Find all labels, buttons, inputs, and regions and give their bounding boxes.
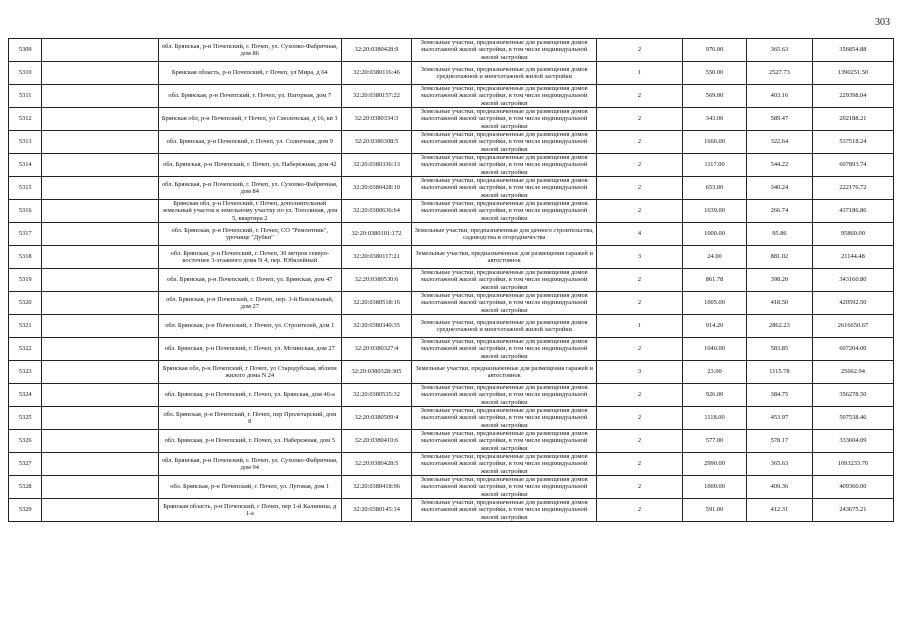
cadastral-number-cell: 32:20:0380509:4: [341, 407, 412, 430]
land-use-cell: Земельные участки, предназначенные для размещения домов среднеэтажной и многоэтажной жилой застройки: [412, 62, 597, 85]
table-row: [9, 292, 894, 315]
address-cell: Брянская область, р-н Почепский, г Почеп, ул Мира, д 64: [159, 62, 341, 85]
row-id-cell: 5326: [9, 430, 42, 453]
table-row: [9, 407, 894, 430]
cadastral-cost-cell: 356278.50: [812, 384, 893, 407]
area-cell: 550.00: [683, 62, 747, 85]
land-use-cell: Земельные участки, предназначенные для размещения домов малоэтажной жилой застройки, в том числе индивидуальной жилой застройки: [412, 292, 597, 315]
address-cell: обл. Брянская, р-н Почепский, г. Почеп, 30 метров северо-восточнее 3-этажного дома N 4, пер. Юбилейный: [159, 246, 341, 269]
area-cell: 343.00: [683, 108, 747, 131]
category-cell: 2: [596, 108, 682, 131]
cadastral-number-cell: 32:20:0380428:9: [341, 39, 412, 62]
row-id-cell: 5313: [9, 131, 42, 154]
cadastral-cost-cell: 343160.80: [812, 269, 893, 292]
land-use-cell: Земельные участки, предназначенные для дачного строительства, садоводства и огородничества: [412, 223, 597, 246]
empty-cell: [42, 108, 159, 131]
category-cell: 2: [596, 154, 682, 177]
table-row: [9, 177, 894, 200]
empty-cell: [42, 292, 159, 315]
area-cell: 1118.00: [683, 407, 747, 430]
row-id-cell: 5323: [9, 361, 42, 384]
category-cell: 2: [596, 177, 682, 200]
category-cell: 2: [596, 499, 682, 522]
category-cell: 2: [596, 476, 682, 499]
address-cell: обл. Брянская, р-н Почепский, г. Почеп, ул. Сухопко-Фабричная, дом 94: [159, 453, 341, 476]
row-id-cell: 5312: [9, 108, 42, 131]
address-cell: обл. Брянская, р-н Почепский, г. Почеп, ул. Строителей, дом 1: [159, 315, 341, 338]
cadastral-number-cell: 32:20:0380518:16: [341, 292, 412, 315]
cadastral-cost-cell: 243675.21: [812, 499, 893, 522]
row-id-cell: 5315: [9, 177, 42, 200]
table-row: [9, 39, 894, 62]
rate-cell: 398.20: [746, 269, 812, 292]
area-cell: 914.20: [683, 315, 747, 338]
category-cell: 2: [596, 39, 682, 62]
table-row: [9, 269, 894, 292]
area-cell: 653.00: [683, 177, 747, 200]
row-id-cell: 5318: [9, 246, 42, 269]
category-cell: 1: [596, 315, 682, 338]
row-id-cell: 5319: [9, 269, 42, 292]
row-id-cell: 5310: [9, 62, 42, 85]
category-cell: 2: [596, 269, 682, 292]
land-use-cell: Земельные участки, предназначенные для размещения домов малоэтажной жилой застройки, в том числе индивидуальной жилой застройки: [412, 85, 597, 108]
empty-cell: [42, 39, 159, 62]
rate-cell: 2862.23: [746, 315, 812, 338]
category-cell: 2: [596, 85, 682, 108]
area-cell: 976.00: [683, 39, 747, 62]
cadastral-cost-cell: 202188.21: [812, 108, 893, 131]
rate-cell: 266.74: [746, 200, 812, 223]
area-cell: 23.00: [683, 361, 747, 384]
address-cell: обл. Брянская, р-н Почепский, г. Почеп, ул. Набережная, дом 42: [159, 154, 341, 177]
table-row: [9, 154, 894, 177]
row-id-cell: 5329: [9, 499, 42, 522]
row-id-cell: 5320: [9, 292, 42, 315]
empty-cell: [42, 315, 159, 338]
row-id-cell: 5322: [9, 338, 42, 361]
cadastral-cost-cell: 437186.86: [812, 200, 893, 223]
cadastral-number-cell: 32:20:0380116:46: [341, 62, 412, 85]
cadastral-cost-cell: 1390251.50: [812, 62, 893, 85]
page-number: 303: [875, 17, 890, 28]
area-cell: 2990.00: [683, 453, 747, 476]
cadastral-number-cell: 32:20:0380145:14: [341, 499, 412, 522]
land-use-cell: Земельные участки, предназначенные для размещения домов малоэтажной жилой застройки, в том числе индивидуальной жилой застройки: [412, 430, 597, 453]
cadastral-cost-cell: 222176.72: [812, 177, 893, 200]
land-use-cell: Земельные участки, предназначенные для размещения домов малоэтажной жилой застройки, в том числе индивидуальной жилой застройки: [412, 108, 597, 131]
cadastral-cost-cell: 420592.50: [812, 292, 893, 315]
area-cell: 1005.00: [683, 292, 747, 315]
area-cell: 861.78: [683, 269, 747, 292]
land-use-cell: Земельные участки, предназначенные для размещения домов малоэтажной жилой застройки, в том числе индивидуальной жилой застройки: [412, 131, 597, 154]
table-row: [9, 384, 894, 407]
area-cell: 926.00: [683, 384, 747, 407]
rate-cell: 365.63: [746, 453, 812, 476]
category-cell: 3: [596, 246, 682, 269]
rate-cell: 412.31: [746, 499, 812, 522]
table-row: [9, 62, 894, 85]
empty-cell: [42, 246, 159, 269]
table-row: [9, 315, 894, 338]
empty-cell: [42, 85, 159, 108]
category-cell: 2: [596, 131, 682, 154]
row-id-cell: 5316: [9, 200, 42, 223]
cadastral-number-cell: 32:20:0380334:3: [341, 108, 412, 131]
category-cell: 2: [596, 292, 682, 315]
row-id-cell: 5309: [9, 39, 42, 62]
cadastral-number-cell: 32:20:0380340:35: [341, 315, 412, 338]
address-cell: обл. Брянская, р-н Почепский, г. Почеп, пер Пролетарский, дом 8: [159, 407, 341, 430]
category-cell: 4: [596, 223, 682, 246]
empty-cell: [42, 154, 159, 177]
row-id-cell: 5325: [9, 407, 42, 430]
table-row: [9, 361, 894, 384]
address-cell: обл. Брянская, р-н Почепский, г. Почеп, СО "Ремонтник", урочище "Дубки": [159, 223, 341, 246]
cadastral-cost-cell: 2616650.67: [812, 315, 893, 338]
rate-cell: 589.47: [746, 108, 812, 131]
land-use-cell: Земельные участки, предназначенные для размещения домов малоэтажной жилой застройки, в том числе индивидуальной жилой застройки: [412, 177, 597, 200]
category-cell: 2: [596, 453, 682, 476]
empty-cell: [42, 476, 159, 499]
cadastral-number-cell: 32:20:0380336:13: [341, 154, 412, 177]
table-row: [9, 453, 894, 476]
address-cell: Брянская обл, р-н Почепский, г Почеп, ул Смоленская, д 16, кв 1: [159, 108, 341, 131]
empty-cell: [42, 223, 159, 246]
cadastral-cost-cell: 607204.00: [812, 338, 893, 361]
empty-cell: [42, 200, 159, 223]
land-use-cell: Земельные участки, предназначенные для размещения домов малоэтажной жилой застройки, в том числе индивидуальной жилой застройки: [412, 269, 597, 292]
address-cell: обл. Брянская, р-н Почепский, г. Почеп, ул. Солнечная, дом 9: [159, 131, 341, 154]
rate-cell: 583.85: [746, 338, 812, 361]
area-cell: 1040.00: [683, 338, 747, 361]
cadastral-cost-cell: 229398.04: [812, 85, 893, 108]
address-cell: Брянская обл, р-н Почепский, г Почеп, дополнительный земельный участок к земельному участку по ул. Тополиная, дом 5, квартира 2: [159, 200, 341, 223]
row-id-cell: 5317: [9, 223, 42, 246]
address-cell: обл. Брянская, р-н Почепский, г. Почеп, ул. Луговая, дом 1: [159, 476, 341, 499]
rate-cell: 881.02: [746, 246, 812, 269]
category-cell: 1: [596, 62, 682, 85]
land-use-cell: Земельные участки, предназначенные для размещения домов малоэтажной жилой застройки, в том числе индивидуальной жилой застройки: [412, 39, 597, 62]
empty-cell: [42, 131, 159, 154]
cadastral-cost-cell: 356854.88: [812, 39, 893, 62]
empty-cell: [42, 453, 159, 476]
empty-cell: [42, 62, 159, 85]
cadastral-number-cell: 32:20:0380308:5: [341, 131, 412, 154]
category-cell: 2: [596, 338, 682, 361]
category-cell: 2: [596, 430, 682, 453]
empty-cell: [42, 430, 159, 453]
area-cell: 1117.00: [683, 154, 747, 177]
rate-cell: 453.97: [746, 407, 812, 430]
category-cell: 2: [596, 384, 682, 407]
empty-cell: [42, 361, 159, 384]
row-id-cell: 5328: [9, 476, 42, 499]
cadastral-number-cell: 32:20:0380428:5: [341, 453, 412, 476]
cadastral-cost-cell: 607893.74: [812, 154, 893, 177]
empty-cell: [42, 269, 159, 292]
table-row: [9, 200, 894, 223]
cadastral-number-cell: 32:20:0380327:4: [341, 338, 412, 361]
address-cell: обл. Брянская, р-н Почепский, г. Почеп, ул. Нагорная, дом 7: [159, 85, 341, 108]
empty-cell: [42, 499, 159, 522]
area-cell: 1639.00: [683, 200, 747, 223]
cadastral-number-cell: 32:20:0380157:22: [341, 85, 412, 108]
land-use-cell: Земельные участки, предназначенные для размещения домов малоэтажной жилой застройки, в том числе индивидуальной жилой застройки: [412, 338, 597, 361]
table-row: [9, 223, 894, 246]
land-use-cell: Земельные участки, предназначенные для размещения домов малоэтажной жилой застройки, в том числе индивидуальной жилой застройки: [412, 499, 597, 522]
address-cell: обл. Брянская, р-н Почепский, г. Почеп, ул. Сухопко-Фабричная, дом 86: [159, 39, 341, 62]
address-cell: обл. Брянская, р-н Почепский, г. Почеп, ул. Набережная, дом 5: [159, 430, 341, 453]
table-row: [9, 338, 894, 361]
address-cell: Брянская обл, р-н Почепский, г Почеп, ул Стародубская, вблизи жилого дома N 24: [159, 361, 341, 384]
area-cell: 591.00: [683, 499, 747, 522]
land-use-cell: Земельные участки, предназначенные для размещения домов малоэтажной жилой застройки, в том числе индивидуальной жилой застройки: [412, 476, 597, 499]
cadastral-number-cell: 32:20:0380410:6: [341, 430, 412, 453]
empty-cell: [42, 384, 159, 407]
rate-cell: 2527.73: [746, 62, 812, 85]
cadastral-number-cell: 32:20:0380101:172: [341, 223, 412, 246]
rate-cell: 403.16: [746, 85, 812, 108]
cadastral-cost-cell: 507538.46: [812, 407, 893, 430]
cadastral-number-cell: 32:20:0380636:64: [341, 200, 412, 223]
cadastral-number-cell: 32:20:0380428:10: [341, 177, 412, 200]
cadastral-cost-cell: 21144.48: [812, 246, 893, 269]
rate-cell: 95.86: [746, 223, 812, 246]
area-cell: 1000.00: [683, 223, 747, 246]
address-cell: обл. Брянская, р-н Почепский, г. Почеп, ул. Брянская, дом 47: [159, 269, 341, 292]
land-use-cell: Земельные участки, предназначенные для размещения гаражей и автостоянок: [412, 246, 597, 269]
table-row: [9, 108, 894, 131]
cadastral-cost-cell: 409360.00: [812, 476, 893, 499]
row-id-cell: 5311: [9, 85, 42, 108]
land-use-cell: Земельные участки, предназначенные для размещения гаражей и автостоянок: [412, 361, 597, 384]
land-use-cell: Земельные участки, предназначенные для размещения домов малоэтажной жилой застройки, в том числе индивидуальной жилой застройки: [412, 407, 597, 430]
address-cell: обл. Брянская, р-н Почепский, г. Почеп, ул. Сухопко-Фабричная, дом 84: [159, 177, 341, 200]
row-id-cell: 5324: [9, 384, 42, 407]
land-registry-table: [8, 38, 894, 522]
land-use-cell: Земельные участки, предназначенные для размещения домов малоэтажной жилой застройки, в том числе индивидуальной жилой застройки: [412, 384, 597, 407]
rate-cell: 322.64: [746, 131, 812, 154]
table-row: [9, 476, 894, 499]
cadastral-cost-cell: 1093233.70: [812, 453, 893, 476]
table-row: [9, 430, 894, 453]
row-id-cell: 5314: [9, 154, 42, 177]
address-cell: обл. Брянская, р-н Почепский, г. Почеп, ул. Брянская, дом 46-а: [159, 384, 341, 407]
land-use-cell: Земельные участки, предназначенные для размещения домов малоэтажной жилой застройки, в том числе индивидуальной жилой застройки: [412, 200, 597, 223]
cadastral-number-cell: 32:20:0380418:96: [341, 476, 412, 499]
area-cell: 24.00: [683, 246, 747, 269]
rate-cell: 384.75: [746, 384, 812, 407]
cadastral-cost-cell: 333604.09: [812, 430, 893, 453]
cadastral-number-cell: 32:20:0380328:305: [341, 361, 412, 384]
rate-cell: 409.36: [746, 476, 812, 499]
rate-cell: 1115.78: [746, 361, 812, 384]
category-cell: 3: [596, 361, 682, 384]
address-cell: Брянская область, р-н Почепский, г Почеп, пер 1-й Калинина, д 1-а: [159, 499, 341, 522]
address-cell: обл. Брянская, р-н Почепский, г. Почеп, ул. Мглинская, дом 27: [159, 338, 341, 361]
land-use-cell: Земельные участки, предназначенные для размещения домов малоэтажной жилой застройки, в том числе индивидуальной жилой застройки: [412, 453, 597, 476]
rate-cell: 340.24: [746, 177, 812, 200]
cadastral-cost-cell: 537518.24: [812, 131, 893, 154]
cadastral-number-cell: 32:20:0380535:32: [341, 384, 412, 407]
cadastral-cost-cell: 95860.00: [812, 223, 893, 246]
rate-cell: 578.17: [746, 430, 812, 453]
cadastral-number-cell: 32:20:0380530:6: [341, 269, 412, 292]
row-id-cell: 5321: [9, 315, 42, 338]
table-row: [9, 499, 894, 522]
rate-cell: 365.63: [746, 39, 812, 62]
address-cell: обл. Брянская, р-н Почепский, г. Почеп, пер. 3-й Вокзальный, дом 27: [159, 292, 341, 315]
land-use-cell: Земельные участки, предназначенные для размещения домов малоэтажной жилой застройки, в том числе индивидуальной жилой застройки: [412, 154, 597, 177]
table-row: [9, 131, 894, 154]
table-body: [9, 39, 894, 522]
cadastral-cost-cell: 25662.94: [812, 361, 893, 384]
area-cell: 1666.00: [683, 131, 747, 154]
category-cell: 2: [596, 200, 682, 223]
area-cell: 569.00: [683, 85, 747, 108]
empty-cell: [42, 177, 159, 200]
rate-cell: 418.50: [746, 292, 812, 315]
cadastral-number-cell: 32:20:0380117:21: [341, 246, 412, 269]
table-row: [9, 246, 894, 269]
area-cell: 1000.00: [683, 476, 747, 499]
land-use-cell: Земельные участки, предназначенные для размещения домов среднеэтажной и многоэтажной жилой застройки: [412, 315, 597, 338]
empty-cell: [42, 338, 159, 361]
area-cell: 577.00: [683, 430, 747, 453]
row-id-cell: 5327: [9, 453, 42, 476]
empty-cell: [42, 407, 159, 430]
table-row: [9, 85, 894, 108]
rate-cell: 544.22: [746, 154, 812, 177]
category-cell: 2: [596, 407, 682, 430]
